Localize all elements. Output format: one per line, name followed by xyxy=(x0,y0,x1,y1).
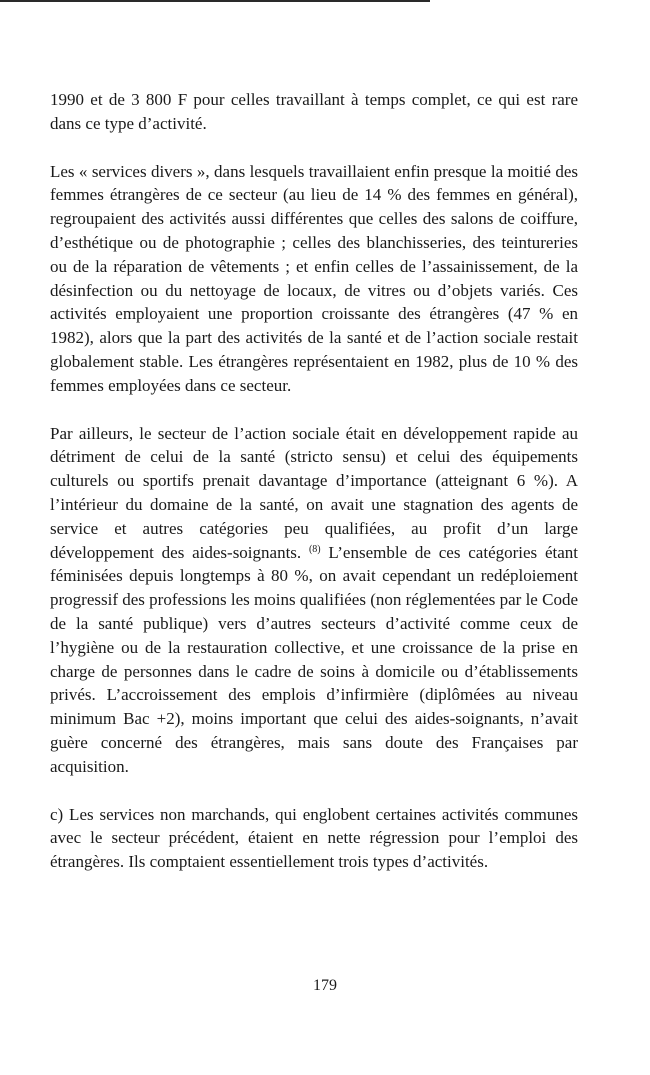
footnote-reference: (8) xyxy=(308,543,321,555)
paragraph-4: c) Les services non marchands, qui englobent certaines activités communes avec le secteur précédent, étaient en nette régression pour l’emploi des étrangères. Ils comptaient essentiellement trois types d’activités. xyxy=(50,804,578,872)
paragraph-gap xyxy=(50,779,578,803)
page-body xyxy=(50,88,578,874)
paragraph-3 xyxy=(50,422,578,779)
paragraph-1: 1990 et de 3 800 F pour celles travaillant à temps complet, ce qui est rare dans ce type d’activité. xyxy=(50,90,578,133)
paragraph-3-text-after-note: L’ensemble de ces catégories étant féminisées depuis longtemps à 80 %, on avait cependant un redéploiement progressif des professions les moins qualifiées (non réglementées par le Code de la santé publique) vers d’autres secteurs d’activité comme ceux de l’hygiène ou de la restauration collective, et une croissance de la prise en charge de personnes dans le cadre de soins à domicile ou d’établissements privés. L’accroissement des emplois d’infirmière (diplômées au niveau minimum Bac +2), moins important que celui des aides-soignants, n’avait guère concerné des étrangères, mais sans doute des Françaises par acquisition. xyxy=(50,542,578,776)
paragraph-2: Les « services divers », dans lesquels travaillaient enfin presque la moitié des femmes étrangères de ce secteur (au lieu de 14 % des femmes en général), regroupaient des activités aussi différentes que celles des salons de coiffure, d’esthétique ou de photographie ; celles des blanchisseries, des teintureries ou de la réparation de vêtements ; et enfin celles de l’assainissement, de la désinfection ou du nettoyage de locaux, de vitres ou d’objets variés. Ces activités employaient une proportion croissante des étrangères (47 % en 1982), alors que la part des activités de la santé et de l’action sociale restait globalement stable. Les étrangères représentaient en 1982, plus de 10 % des femmes employées dans ce secteur. xyxy=(50,161,578,395)
page-number: 179 xyxy=(313,977,337,994)
paragraph-gap xyxy=(50,136,578,160)
paragraph-gap xyxy=(50,398,578,422)
paragraph-3-text-before-note: Par ailleurs, le secteur de l’action sociale était en développement rapide au détriment de celui de la santé (stricto sensu) et celui des équipements culturels ou sportifs prenait davantage d’importance (atteignant 6 %). A l’intérieur du domaine de la santé, on avait une stagnation des agents de service et autres catégories peu qualifiées, au profit d’un large développement des aides-soignants. xyxy=(50,423,578,562)
top-rule xyxy=(0,0,430,2)
